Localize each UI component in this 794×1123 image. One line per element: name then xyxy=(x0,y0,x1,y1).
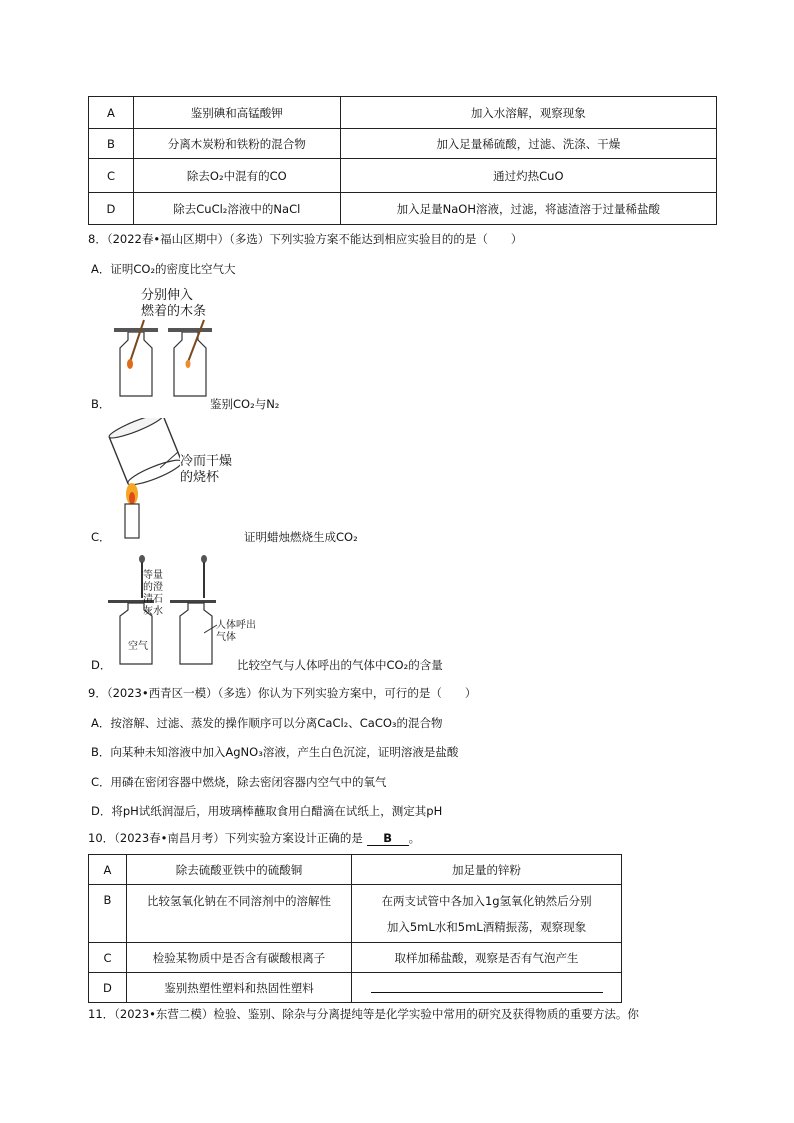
row-label: B xyxy=(89,129,134,159)
fig-b-label: 分别伸入 燃着的木条 xyxy=(141,288,207,319)
question-10-stem xyxy=(88,830,420,846)
row-label: A xyxy=(89,97,134,129)
table-row xyxy=(89,973,622,1003)
question-9-option-b: B．向某种未知溶液中加入AgNO₃溶液，产生白色沉淀，证明溶液是盐酸 xyxy=(91,745,459,759)
experiment-purpose: 分离木炭粉和铁粉的混合物 xyxy=(133,129,340,159)
question-8-option-b-letter: B． xyxy=(91,397,111,411)
question-10-end: 。 xyxy=(408,831,421,845)
experiment-purpose: 鉴别热塑性塑料和热固性塑料 xyxy=(126,973,351,1003)
fig-b-bottles-diagram xyxy=(104,318,216,404)
question-11-stem: 11．（2023•东营二模）检验、鉴别、除杂与分离提纯等是化学实验中常用的研究及获得物质的重要方法。你 xyxy=(88,1007,639,1021)
options-table-1 xyxy=(88,96,717,225)
question-8-option-c-letter: C． xyxy=(91,530,111,544)
experiment-purpose: 鉴别碘和高锰酸钾 xyxy=(133,97,340,129)
fig-d-right-bottle-label: 人体呼出 气体 xyxy=(216,620,256,643)
answer-blank[interactable]: B xyxy=(367,831,409,846)
experiment-purpose: 除去硫酸亚铁中的硫酸铜 xyxy=(126,855,351,885)
question-10-text: 10．（2023春•南昌月考）下列实验方案设计正确的是 xyxy=(88,831,363,845)
experiment-purpose: 除去CuCl₂溶液中的NaCl xyxy=(133,193,340,225)
answer-blank-cell[interactable] xyxy=(352,973,622,1003)
question-9-option-a: A．按溶解、过滤、蒸发的操作顺序可以分离CaCl₂、CaCO₃的混合物 xyxy=(91,716,443,730)
fig-d-left-bottle-label: 空气 xyxy=(128,641,148,652)
question-8-option-a: A．证明CO₂的密度比空气大 xyxy=(91,262,236,276)
fig-c-candle-diagram xyxy=(108,418,180,540)
table-row xyxy=(89,855,622,885)
question-8-option-d: 比较空气与人体呼出的气体中CO₂的含量 xyxy=(237,658,443,672)
options-table-2 xyxy=(88,854,622,1003)
table-row xyxy=(89,129,717,159)
question-9-stem: 9．（2023•西青区一模）（多选）你认为下列实验方案中，可行的是（ ） xyxy=(88,686,477,700)
question-8-option-c: 证明蜡烛燃烧生成CO₂ xyxy=(244,530,358,544)
question-8-option-d-letter: D． xyxy=(91,658,112,672)
table-row xyxy=(89,97,717,129)
experiment-purpose: 除去O₂中混有的CO xyxy=(133,159,340,193)
fig-d-pointer-line xyxy=(204,624,218,634)
experiment-purpose: 检验某物质中是否含有碳酸根离子 xyxy=(126,943,351,973)
row-label: D xyxy=(89,973,127,1003)
fig-d-reagent-label: 等量 的澄 清石 灰水 xyxy=(143,570,163,617)
experiment-method: 在两支试管中各加入1g氢氧化钠然后分别 加入5mL水和5mL酒精振荡，观察现象 xyxy=(352,885,622,943)
question-8-stem: 8．（2022春•福山区期中）（多选）下列实验方案不能达到相应实验目的的是（ ） xyxy=(88,232,523,246)
fig-c-label: 冷而干燥 的烧杯 xyxy=(180,454,233,485)
fig-d-bottles-diagram xyxy=(108,554,232,668)
table-row xyxy=(89,885,622,943)
question-9-option-d: D．将pH试纸润湿后，用玻璃棒蘸取食用白醋滴在试纸上，测定其pH xyxy=(91,804,443,818)
experiment-method: 加入足量NaOH溶液，过滤，将滤渣溶于过量稀盐酸 xyxy=(340,193,716,225)
question-8-option-b: 鉴别CO₂与N₂ xyxy=(210,397,280,411)
question-9-option-c: C．用磷在密闭容器中燃烧，除去密闭容器内空气中的氧气 xyxy=(91,775,387,789)
table-row xyxy=(89,193,717,225)
table-row xyxy=(89,943,622,973)
row-label: B xyxy=(89,885,127,943)
experiment-method: 通过灼热CuO xyxy=(340,159,716,193)
answer-underline[interactable] xyxy=(371,992,603,993)
experiment-method: 加足量的锌粉 xyxy=(352,855,622,885)
experiment-method: 取样加稀盐酸，观察是否有气泡产生 xyxy=(352,943,622,973)
table-row xyxy=(89,159,717,193)
fig-c-pointer-line xyxy=(160,450,180,470)
row-label: D xyxy=(89,193,134,225)
experiment-method: 加入足量稀硫酸，过滤、洗涤、干燥 xyxy=(340,129,716,159)
row-label: C xyxy=(89,943,127,973)
experiment-purpose: 比较氢氧化钠在不同溶剂中的溶解性 xyxy=(126,885,351,943)
row-label: C xyxy=(89,159,134,193)
row-label: A xyxy=(89,855,127,885)
experiment-method: 加入水溶解，观察现象 xyxy=(340,97,716,129)
